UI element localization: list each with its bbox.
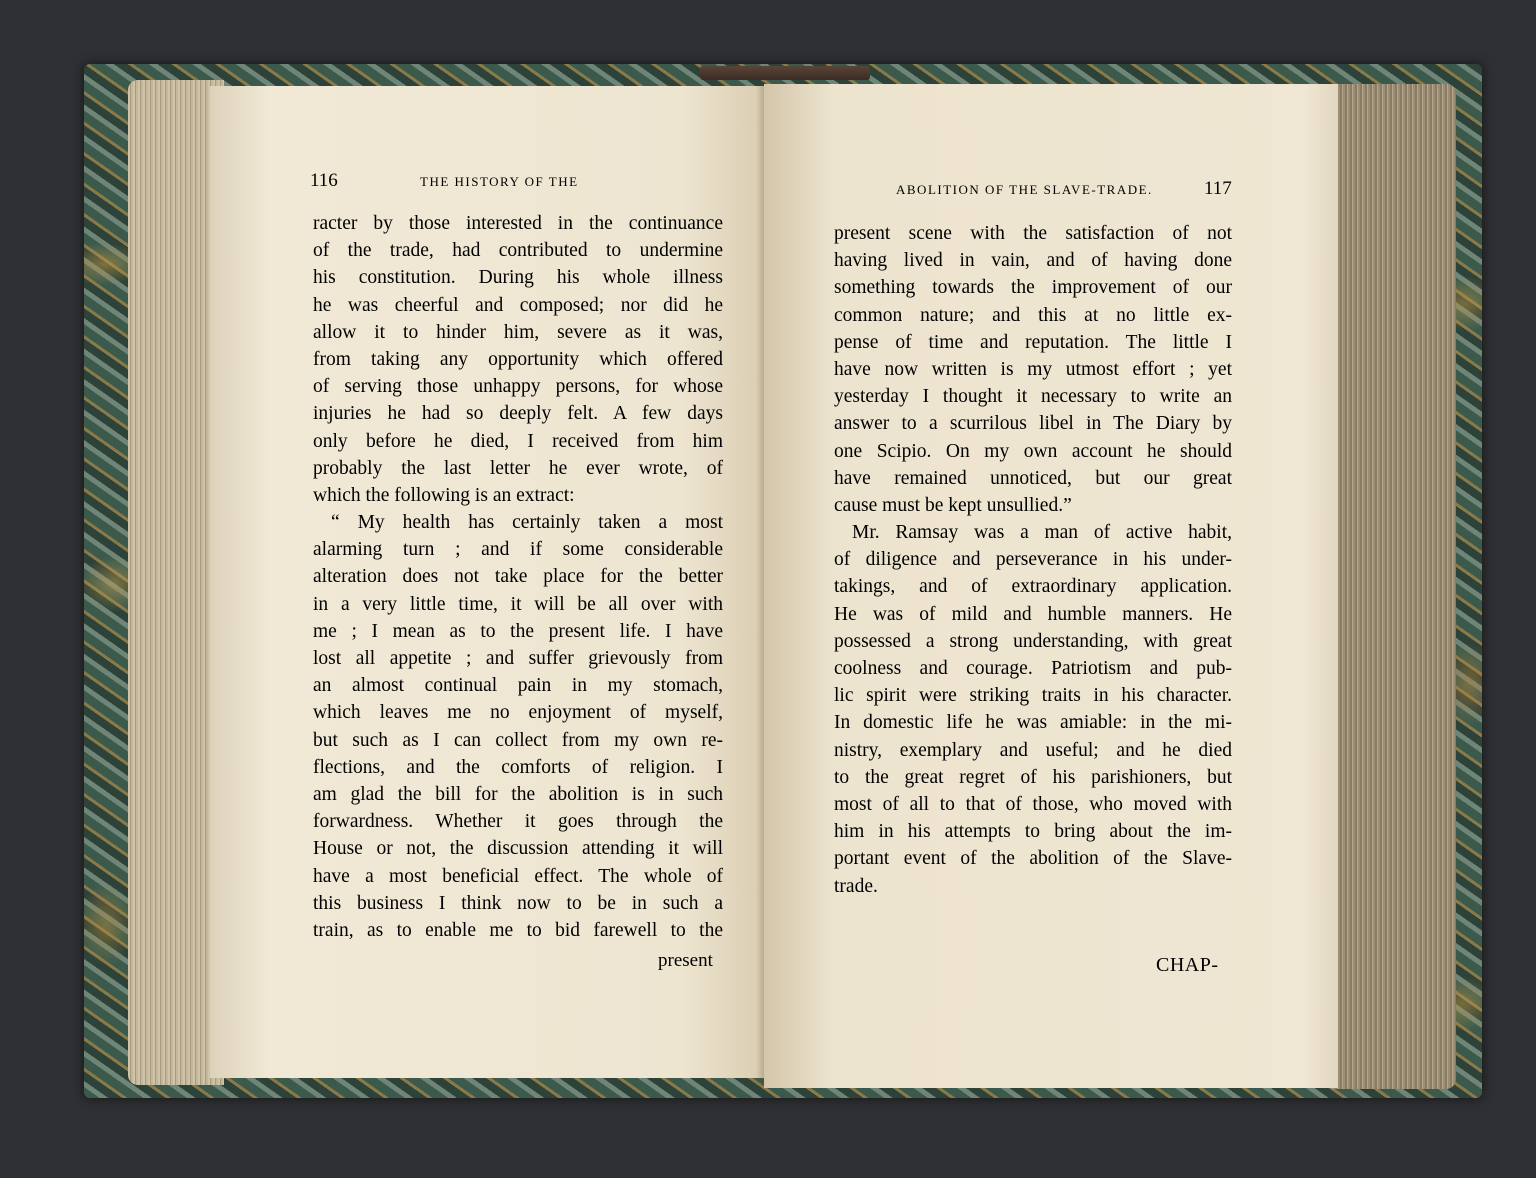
- text-line: having lived in vain, and of having done: [834, 250, 1232, 272]
- text-line: portant event of the abolition of the Slave-: [834, 848, 1232, 870]
- right-running-head: ABOLITION OF THE SLAVE-TRADE.: [896, 182, 1153, 197]
- text-line: Mr. Ramsay was a man of active habit,: [852, 522, 1232, 544]
- text-line: but such as I can collect from my own re-: [313, 729, 723, 751]
- text-line: which leaves me no enjoyment of myself,: [313, 702, 723, 724]
- text-line: of serving those unhappy persons, for whose: [313, 376, 723, 398]
- text-line: him in his attempts to bring about the im-: [834, 821, 1232, 843]
- text-line: cause must be kept unsullied.”: [834, 494, 1072, 516]
- text-line: pense of time and reputation. The little I: [834, 331, 1232, 353]
- text-line: possessed a strong understanding, with great: [834, 630, 1232, 652]
- book-spine: [700, 66, 870, 80]
- left-running-head: THE HISTORY OF THE: [420, 174, 579, 189]
- text-line: common nature; and this at no little ex-: [834, 304, 1232, 326]
- text-line: me ; I mean as to the present life. I have: [313, 620, 723, 642]
- text-line: his constitution. During his whole illness: [313, 267, 723, 289]
- text-line: injuries he had so deeply felt. A few days: [313, 403, 723, 425]
- text-line: In domestic life he was amiable: in the mi-: [834, 712, 1232, 734]
- right-catchword: CHAP-: [1156, 954, 1219, 976]
- text-line: which the following is an extract:: [313, 484, 575, 506]
- text-line: takings, and of extraordinary application.: [834, 576, 1232, 598]
- text-line: he was cheerful and composed; nor did he: [313, 294, 723, 316]
- left-page-text: [313, 210, 723, 944]
- right-page-number: 117: [1204, 178, 1232, 199]
- text-line: racter by those interested in the continuance: [313, 213, 723, 234]
- text-line: am glad the bill for the abolition is in such: [313, 783, 723, 805]
- text-line: yesterday I thought it necessary to write an: [834, 386, 1232, 408]
- right-page-text: [834, 220, 1232, 900]
- text-line: of diligence and perseverance in his under-: [834, 549, 1232, 571]
- text-line: answer to a scurrilous libel in The Diary by: [834, 413, 1232, 435]
- left-page-number: 116: [310, 170, 338, 191]
- text-line: an almost continual pain in my stomach,: [313, 675, 723, 697]
- text-line: from taking any opportunity which offered: [313, 348, 723, 370]
- text-line: alarming turn ; and if some considerable: [313, 539, 723, 561]
- text-line: this business I think now to be in such a: [313, 892, 723, 914]
- text-line: only before he died, I received from him: [313, 430, 723, 452]
- right-page-edges: [1330, 84, 1456, 1089]
- text-line: one Scipio. On my own account he should: [834, 440, 1232, 462]
- text-line: probably the last letter he ever wrote, of: [313, 457, 723, 479]
- text-line: to the great regret of his parishioners, but: [834, 766, 1232, 788]
- text-line: lic spirit were striking traits in his character.: [834, 685, 1232, 707]
- text-line: trade.: [834, 875, 878, 897]
- left-catchword: present: [658, 950, 713, 971]
- text-line: of the trade, had contributed to undermine: [313, 240, 723, 262]
- text-line: flections, and the comforts of religion. I: [313, 756, 723, 778]
- text-line: House or not, the discussion attending it will: [313, 838, 723, 860]
- text-line: have a most beneficial effect. The whole of: [313, 865, 723, 887]
- text-line: in a very little time, it will be all over with: [313, 593, 723, 615]
- text-line: most of all to that of those, who moved with: [834, 793, 1232, 815]
- text-line: “ My health has certainly taken a most: [331, 512, 723, 534]
- text-line: forwardness. Whether it goes through the: [313, 811, 723, 833]
- text-line: have remained unnoticed, but our great: [834, 467, 1232, 489]
- text-line: something towards the improvement of our: [834, 277, 1232, 299]
- text-line: present scene with the satisfaction of not: [834, 223, 1232, 244]
- text-line: have now written is my utmost effort ; yet: [834, 358, 1232, 380]
- text-line: coolness and courage. Patriotism and pub-: [834, 658, 1232, 679]
- text-line: nistry, exemplary and useful; and he died: [834, 739, 1232, 761]
- text-line: lost all appetite ; and suffer grievously from: [313, 648, 723, 669]
- text-line: train, as to enable me to bid farewell to the: [313, 919, 723, 941]
- text-line: alteration does not take place for the better: [313, 566, 723, 588]
- text-line: allow it to hinder him, severe as it was,: [313, 321, 723, 343]
- text-line: He was of mild and humble manners. He: [834, 603, 1232, 625]
